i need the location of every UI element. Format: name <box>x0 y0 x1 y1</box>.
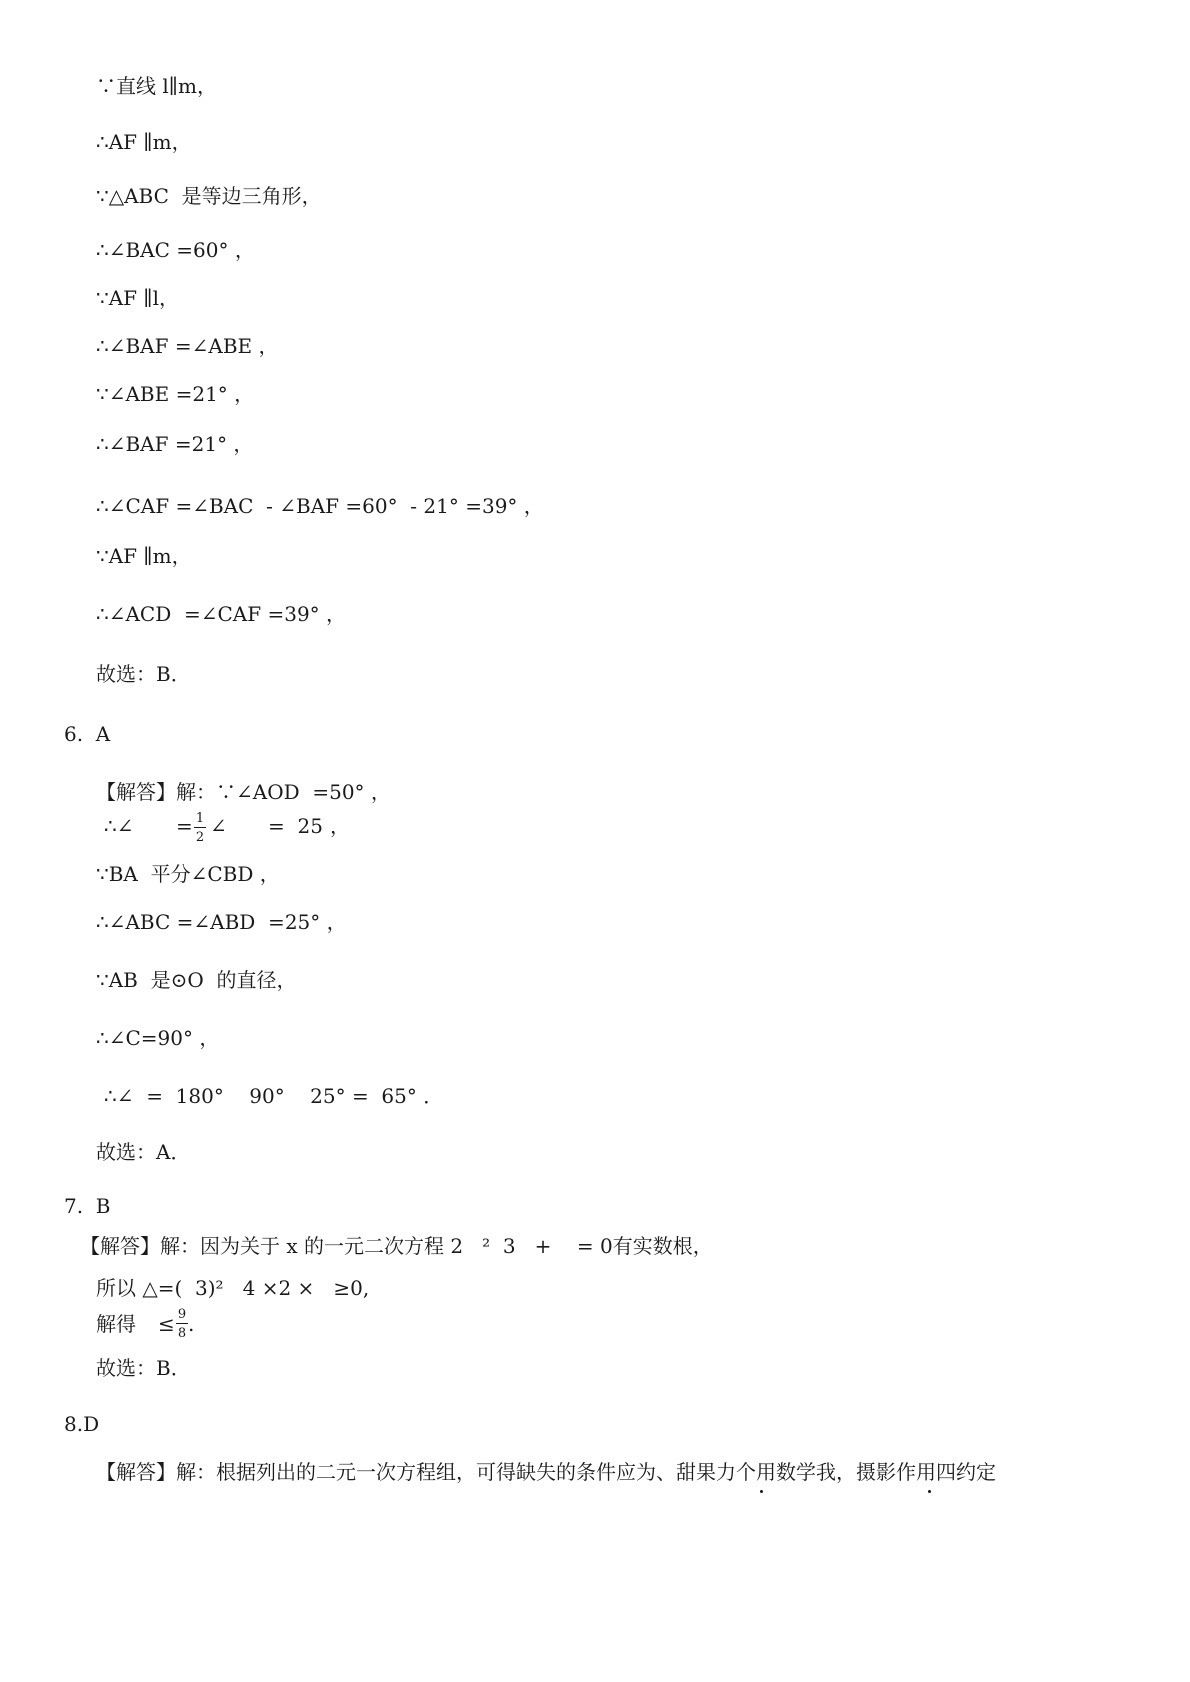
q6-line-2c: ∠ <box>210 814 227 838</box>
q7-fraction-denominator: 8 <box>177 1326 187 1341</box>
q6-line-4: ∴∠ABC =∠ABD =25° ， <box>96 910 347 934</box>
q6-line-2e: ， <box>330 814 350 838</box>
q8-heading: 8.D <box>64 1412 100 1436</box>
q5-line-12: 故选：B． <box>96 662 191 686</box>
q6-line-3: ∵BA 平分∠CBD ， <box>96 862 280 886</box>
q5-line-6: ∴∠BAF =∠ABE ， <box>96 334 279 358</box>
q6-fraction-denominator: 2 <box>195 830 205 845</box>
q5-line-5: ∵AF ∥l， <box>96 286 180 310</box>
q7-fraction-bar <box>176 1323 188 1324</box>
q5-line-8: ∴∠BAF =21° ， <box>96 432 254 456</box>
q5-line-4: ∴∠BAC =60° ， <box>96 238 255 262</box>
q5-line-9: ∴∠CAF =∠BAC - ∠BAF =60° - 21° =39° ， <box>96 494 544 518</box>
q6-line-2a: ∴∠ <box>104 814 134 838</box>
q6-heading: 6. A <box>64 722 111 746</box>
q7-heading: 7. B <box>64 1194 111 1218</box>
q7-line-2: 所以 △=( 3)² 4 ×2 × ≥0, <box>96 1276 370 1300</box>
q6-fraction-numerator: 1 <box>195 811 205 826</box>
q6-line-2b: = <box>176 814 193 838</box>
q6-line-2d: = 25 <box>268 814 323 838</box>
q7-line-3a: 解得 <box>96 1312 136 1336</box>
q8-line-1: 【解答】解：根据列出的二元一次方程组，可得缺失的条件应为、甜果力个用数学我，摄影作用四约定 <box>96 1460 996 1484</box>
q5-line-1: ∵直线 l∥m， <box>96 74 217 98</box>
q6-line-6: ∴∠C=90° ， <box>96 1026 220 1050</box>
emphasis-dot <box>928 1490 931 1493</box>
q7-line-1: 【解答】解：因为关于 x 的一元二次方程 2 ² 3 + = 0有实数根， <box>80 1234 713 1258</box>
q5-line-10: ∵AF ∥m， <box>96 544 192 568</box>
q6-line-5: ∵AB 是⊙O 的直径， <box>96 968 297 992</box>
q7-line-4: 故选：B． <box>96 1356 191 1380</box>
q6-line-7: ∴∠ = 180° 90° 25° = 65° ． <box>104 1084 444 1108</box>
q6-fraction-bar <box>194 827 206 828</box>
emphasis-dot <box>760 1490 763 1493</box>
q5-line-2: ∴AF ∥m， <box>96 130 192 154</box>
q5-line-11: ∴∠ACD =∠CAF =39° ， <box>96 602 347 626</box>
q7-line-3b: ≤ <box>158 1312 175 1336</box>
q5-line-3: ∵△ABC 是等边三角形， <box>96 184 322 208</box>
q5-line-7: ∵∠ABE =21° ， <box>96 382 255 406</box>
q6-line-8: 故选：A． <box>96 1140 191 1164</box>
q7-fraction-numerator: 9 <box>177 1307 187 1322</box>
q7-line-3c: . <box>188 1312 195 1336</box>
q6-line-1: 【解答】解：∵∠AOD =50° ， <box>96 780 391 804</box>
